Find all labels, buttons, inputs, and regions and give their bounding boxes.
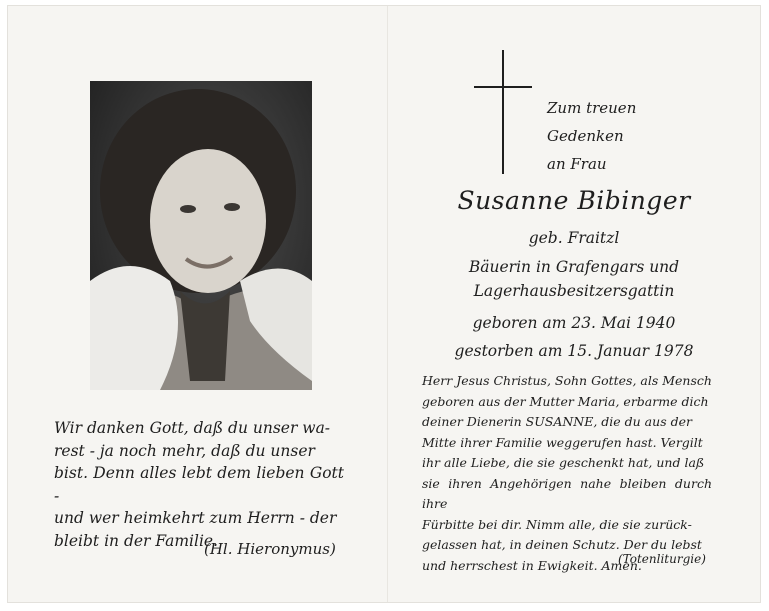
portrait-photo — [90, 81, 312, 390]
card-fold — [387, 6, 388, 602]
prayer-line: geboren aus der Mutter Maria, erbarme dich — [422, 393, 709, 409]
prayer-source: (Totenliturgie) — [618, 552, 706, 566]
quote-line: bist. Denn alles lebt dem lieben Gott - — [54, 464, 344, 505]
memorial-card — [8, 6, 760, 602]
prayer-text — [422, 371, 712, 576]
prayer-line: und herrschest in Ewigkeit. Amen. — [422, 557, 642, 573]
occupation-line: Bäuerin in Grafengars und — [468, 258, 680, 276]
memo-line: an Frau — [547, 155, 607, 173]
memo-line: Gedenken — [547, 127, 624, 145]
quote-line: bleibt in der Familie. — [54, 531, 218, 550]
quote-line: Wir danken Gott, daß du unser wa- — [54, 419, 331, 437]
prayer-line: Fürbitte bei dir. Nimm alle, die sie zurück- — [422, 516, 692, 532]
maiden-name: geb. Fraitzl — [528, 229, 620, 247]
prayer-line: gelassen hat, in deinen Schutz. Der du lebst — [422, 537, 702, 552]
quote-line: und wer heimkehrt zum Herrn - der — [54, 509, 337, 527]
family-quote — [54, 417, 344, 552]
prayer-line: deiner Dienerin SUSANNE, die du aus der — [422, 414, 692, 429]
quote-author: (Hl. Hieronymus) — [204, 540, 336, 558]
memo-line: Zum treuen — [547, 99, 637, 117]
death-date: gestorben am 15. Januar 1978 — [454, 342, 694, 360]
occupation-line: Lagerhausbesitzersgattin — [473, 282, 675, 300]
memorial-dedication — [547, 94, 636, 178]
prayer-line: Herr Jesus Christus, Sohn Gottes, als Mensch — [422, 373, 712, 388]
prayer-line: sie ihren Angehörigen nahe bleiben durch ihre — [422, 475, 712, 511]
birth-date: geboren am 23. Mai 1940 — [472, 314, 676, 332]
deceased-name: Susanne Bibinger — [457, 186, 691, 215]
quote-line: rest - ja noch mehr, daß du unser — [54, 441, 315, 460]
prayer-line: ihr alle Liebe, die sie geschenkt hat, und laß — [422, 455, 705, 470]
prayer-line: Mitte ihrer Familie weggerufen hast. Vergilt — [422, 434, 703, 450]
cross-icon — [474, 50, 534, 178]
